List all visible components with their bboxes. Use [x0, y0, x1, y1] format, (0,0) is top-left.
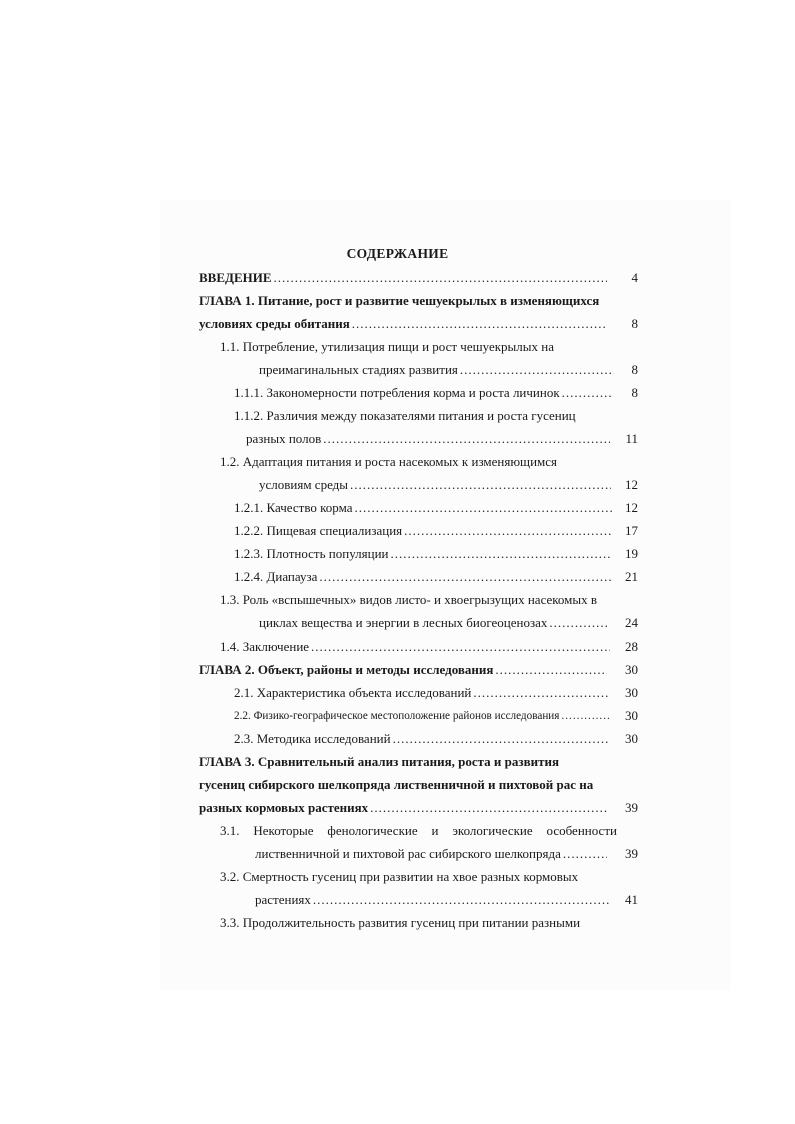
toc-entry: 2.3. Методика исследований ..... [234, 729, 612, 749]
toc-page-number: 30 [625, 731, 638, 746]
toc-page-number: 19 [625, 546, 638, 561]
toc-entry: 3.3. Продолжительность развития гусениц при питании разными [220, 915, 581, 930]
toc-entry: 1.1.2. Различия между показателями питания и роста гусениц [234, 408, 576, 423]
toc-page-number: 39 [625, 800, 638, 815]
toc-page-number: 8 [631, 362, 638, 377]
toc-entry: 1.1. Потребление, утилизация пищи и рост чешуекрылых на [220, 339, 554, 354]
toc-page-number: 11 [625, 431, 638, 446]
toc-page-number: 30 [625, 685, 638, 700]
toc-page-number: 12 [625, 500, 638, 515]
toc-entry: условиям среды ..... [259, 475, 613, 495]
toc-page-number: 4 [631, 270, 638, 285]
toc-entry: 1.2.2. Пищевая специализация ..... [234, 521, 614, 541]
toc-page-number: 8 [631, 316, 638, 331]
toc-entry: 2.1. Характеристика объекта исследований ..... [234, 683, 612, 703]
toc-page-number: 30 [625, 708, 638, 723]
toc-title: СОДЕРЖАНИЕ [346, 246, 449, 261]
toc-entry: преимагинальных стадиях развития ..... [259, 360, 616, 380]
toc-page-number: 24 [625, 615, 638, 630]
toc-entry: 1.2.3. Плотность популяции ..... [234, 544, 614, 564]
toc-page-number: 12 [625, 477, 638, 492]
toc-entry: 1.3. Роль «вспышечных» видов листо- и хвоегрызущих насекомых в [220, 592, 598, 607]
toc-entry: 1.1.1. Закономерности потребления корма и роста личинок ..... [234, 383, 614, 403]
toc-entry: лиственничной и пихтовой рас сибирского шелкопряда ..... [255, 844, 609, 864]
toc-page-number: 30 [625, 662, 638, 677]
toc-entry: гусениц сибирского шелкопряда лиственничной и пихтовой рас на [199, 777, 594, 792]
toc-entry: условиях среды обитания ..... [199, 314, 609, 334]
toc-entry: 3.1. Некоторые фенологические и экологические особенности [220, 823, 617, 838]
toc-entry: 3.2. Смертность гусениц при развитии на хвое разных кормовых [220, 869, 579, 884]
toc-entry: ВВЕДЕНИЕ ..... [199, 268, 609, 288]
toc-entry: 1.2.4. Диапауза ..... [234, 567, 614, 587]
toc-page-number: 8 [631, 385, 638, 400]
toc-entry: ГЛАВА 2. Объект, районы и методы исследования ..... [199, 660, 609, 680]
toc-page-number: 28 [625, 639, 638, 654]
toc-page-number: 17 [625, 523, 638, 538]
toc-entry: разных полов ..... [246, 429, 612, 449]
toc-entry: растениях ..... [255, 890, 612, 910]
toc-entry: 1.4. Заключение ..... [220, 637, 612, 657]
toc-entry: 1.2. Адаптация питания и роста насекомых к изменяющимся [220, 454, 557, 469]
toc-page-number: 39 [625, 846, 638, 861]
toc-page-number: 41 [625, 892, 638, 907]
toc-entry: ГЛАВА 3. Сравнительный анализ питания, роста и развития [199, 754, 560, 769]
toc-entry: 1.2.1. Качество корма ..... [234, 498, 614, 518]
toc-entry: ГЛАВА 1. Питание, рост и развитие чешуекрылых в изменяющихся [199, 293, 600, 308]
toc-entry: 2.2. Физико-географическое местоположение районов исследования ..... [234, 706, 612, 726]
toc-entry: циклах вещества и энергии в лесных биогеоценозах ..... [259, 613, 611, 633]
toc-entry: разных кормовых растениях ..... [199, 798, 609, 818]
toc-page-number: 21 [625, 569, 638, 584]
